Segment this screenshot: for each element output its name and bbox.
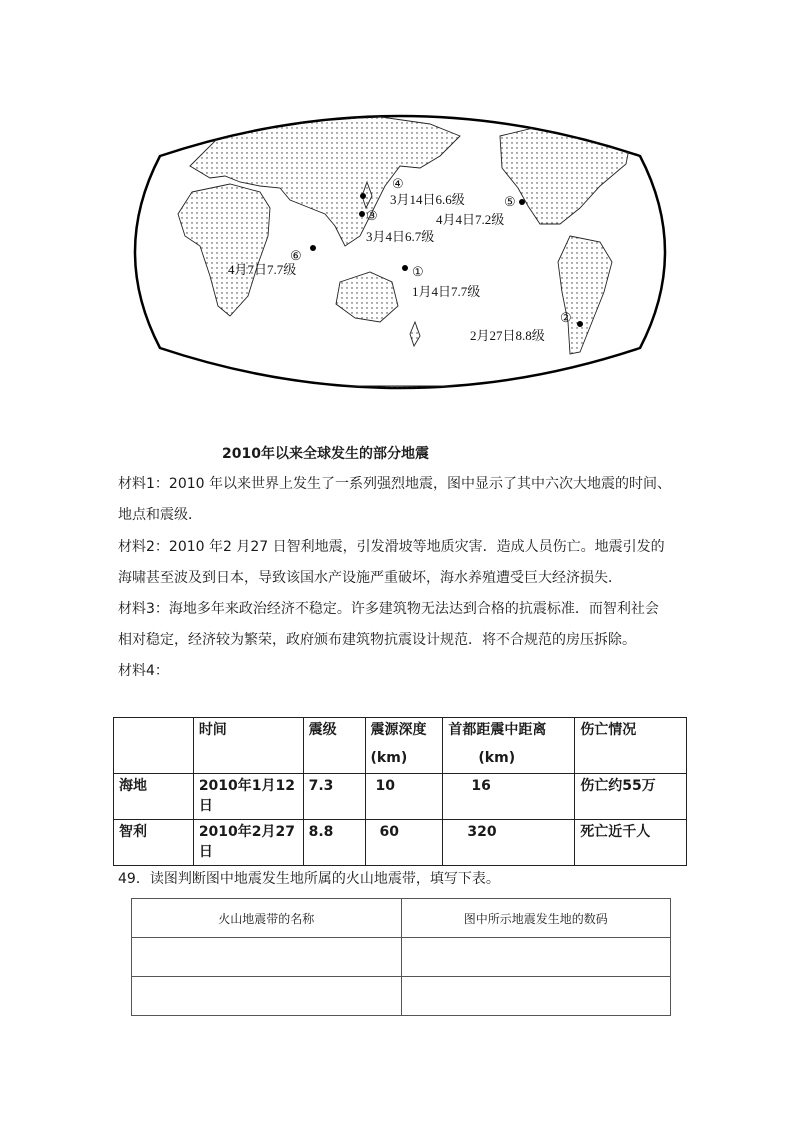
map-num-2: ② <box>560 310 572 325</box>
material-line: 材料3：海地多年来政治经济不稳定。许多建筑物无法达到合格的抗震标准．而智利社会 <box>118 601 659 617</box>
answer-header-row <box>132 899 671 938</box>
answer-cell[interactable] <box>401 938 671 977</box>
antarctica <box>130 386 670 408</box>
table-cell: 320 <box>443 820 575 866</box>
answer-row <box>132 977 671 1016</box>
south-america <box>558 236 612 354</box>
material-line: 材料4： <box>118 663 169 679</box>
quake-point-2 <box>577 321 583 327</box>
australia <box>336 272 398 322</box>
map-num-4: ④ <box>392 176 404 191</box>
map-label-6: 4月7日7.7级 <box>228 262 297 277</box>
map-label-4: 3月14日6.6级 <box>390 192 465 207</box>
world-map-svg <box>130 96 670 408</box>
table-cell: 伤亡约55万 <box>575 774 687 820</box>
quake-point-5 <box>519 199 525 205</box>
question-49: 49．读图判断图中地震发生地所属的火山地震带，填写下表。 <box>118 871 500 887</box>
quake-point-6 <box>310 245 316 251</box>
table-cell: 60 <box>365 820 443 866</box>
table-row <box>114 820 687 866</box>
map-num-1: ① <box>412 264 424 279</box>
table-cell: 16 <box>443 774 575 820</box>
table-cell: 2010年2月27日 <box>193 820 303 866</box>
table-cell: 8.8 <box>303 820 365 866</box>
world-map <box>130 96 670 408</box>
material-line: 地点和震级． <box>118 507 202 523</box>
map-num-6: ⑥ <box>290 248 302 263</box>
material-line: 相对稳定，经济较为繁荣，政府颁布建筑物抗震设计规范．将不合规范的房压拆除。 <box>118 632 636 648</box>
answer-header-cell: 火山地震带的名称 <box>132 899 402 938</box>
table-cell: 10 <box>365 774 443 820</box>
map-label-2: 2月27日8.8级 <box>470 328 545 343</box>
table-row <box>114 774 687 820</box>
table-header-cell: 时间 <box>193 718 303 774</box>
africa <box>178 184 270 316</box>
quake-point-3 <box>359 211 365 217</box>
table-header-cell: 伤亡情况 <box>575 718 687 774</box>
material-line: 材料1：2010 年以来世界上发生了一系列强烈地震，图中显示了其中六次大地震的时间、 <box>118 476 671 492</box>
answer-table <box>131 898 671 1016</box>
new-zealand <box>410 322 420 346</box>
map-num-3: ③ <box>366 208 378 223</box>
answer-cell[interactable] <box>132 938 402 977</box>
north-america <box>500 124 630 224</box>
table-header-row <box>114 718 687 774</box>
answer-row <box>132 938 671 977</box>
material-line: 材料2：2010 年2 月27 日智利地震，引发滑坡等地质灾害．造成人员伤亡。地震引发的 <box>118 539 665 555</box>
table-header-cell: 震级 <box>303 718 365 774</box>
map-caption: 2010年以来全球发生的部分地震 <box>222 446 429 462</box>
answer-cell[interactable] <box>401 977 671 1016</box>
table-cell: 死亡近千人 <box>575 820 687 866</box>
table-header-cell <box>114 718 194 774</box>
table-cell: 7.3 <box>303 774 365 820</box>
material-line: 海啸甚至波及到日本，导致该国水产设施严重破坏，海水养殖遭受巨大经济损失． <box>118 570 622 586</box>
table-cell: 智利 <box>114 820 194 866</box>
map-label-3: 3月4日6.7级 <box>366 229 435 244</box>
answer-header-cell: 图中所示地震发生地的数码 <box>401 899 671 938</box>
table-header-cell: 震源深度 (km) <box>365 718 443 774</box>
table-header-cell: 首都距震中距离 (km) <box>443 718 575 774</box>
answer-cell[interactable] <box>132 977 402 1016</box>
quake-point-1 <box>402 265 408 271</box>
map-num-5: ⑤ <box>504 194 516 209</box>
quake-point-4 <box>360 193 366 199</box>
table-cell: 2010年1月12日 <box>193 774 303 820</box>
earthquake-comparison-table <box>113 717 687 866</box>
map-label-5: 4月4日7.2级 <box>436 212 505 227</box>
map-label-1: 1月4日7.7级 <box>412 284 481 299</box>
table-cell: 海地 <box>114 774 194 820</box>
